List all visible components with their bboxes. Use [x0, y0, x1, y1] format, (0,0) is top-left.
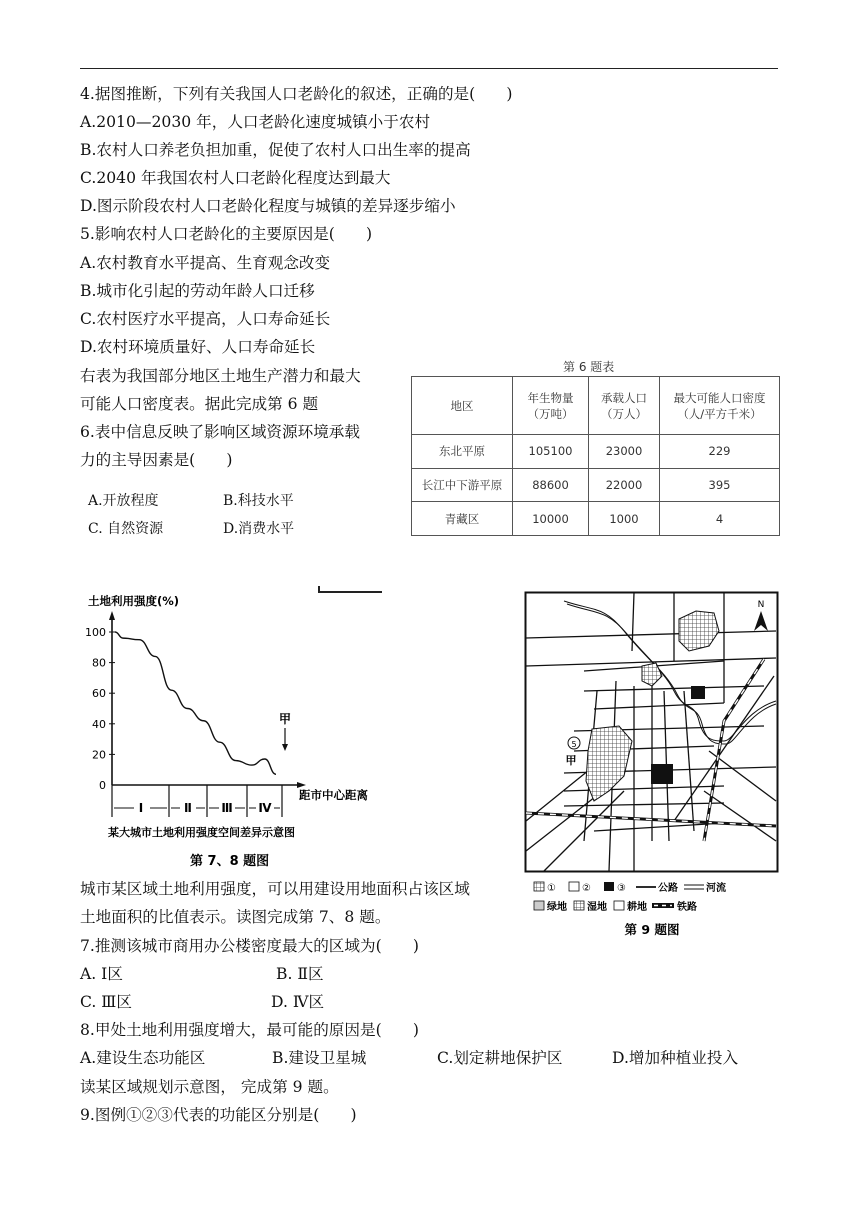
q6-option-b: B.科技水平 [223, 493, 294, 509]
q4-option-b: B.农村人口养老负担加重，促使了农村人口出生率的提高 [80, 141, 471, 159]
q6-intro-line1: 右表为我国部分地区土地生产潜力和最大 [80, 367, 361, 385]
q6-intro-line2: 可能人口密度表。据此完成第 6 题 [80, 395, 319, 413]
table-row [412, 435, 780, 469]
zone-label-3: Ⅲ [221, 801, 233, 815]
chart-xlabel: 距市中心距离 [299, 788, 368, 802]
table-caption: 第 6 题表 [563, 360, 615, 374]
q7-option-b: B. Ⅱ区 [276, 965, 324, 983]
q5-option-d: D.农村环境质量好、人口寿命延长 [80, 338, 316, 356]
table-row [412, 502, 780, 536]
svg-text:铁路: 铁路 [677, 902, 697, 913]
zone-label-1: Ⅰ [138, 801, 144, 815]
q4-option-d: D.图示阶段农村人口老龄化程度与城镇的差异逐步缩小 [80, 197, 456, 215]
table-cell: 395 [660, 468, 780, 502]
map-zone-3-north [691, 686, 705, 699]
q6-data-table [411, 376, 780, 536]
question-9: 9.图例①②③代表的功能区分别是( ) [80, 1106, 357, 1124]
q9-intro: 读某区域规划示意图， 完成第 9 题。 [80, 1078, 339, 1096]
question-5: 5.影响农村人口老龄化的主要原因是( ) [80, 225, 373, 243]
svg-text:③: ③ [617, 883, 626, 894]
q4-option-a: A.2010—2030 年，人口老龄化速度城镇小于农村 [80, 113, 431, 131]
svg-text:耕地: 耕地 [627, 902, 647, 913]
q78-intro-line1: 城市某区域土地利用强度，可以用建设用地面积占该区域 [80, 880, 470, 898]
map-zone-3-center [651, 764, 673, 784]
chart-caption: 第 7、8 题图 [190, 854, 270, 869]
map-marker-symbol: 5 [571, 740, 577, 749]
table-cell: 88600 [513, 468, 589, 502]
q7-option-a: A. Ⅰ区 [80, 965, 123, 983]
q8-option-a: A.建设生态功能区 [80, 1049, 206, 1067]
svg-text:湿地: 湿地 [587, 902, 607, 913]
zone-label-2: Ⅱ [184, 801, 192, 815]
y-tick-label: 80 [92, 656, 106, 670]
q6-option-c: C. 自然资源 [88, 521, 164, 537]
q4-option-c: C.2040 年我国农村人口老龄化程度达到最大 [80, 169, 391, 187]
q5-option-b: B.城市化引起的劳动年龄人口迁移 [80, 282, 315, 300]
table-header-density: 最大可能人口密度 （人/平方千米） [660, 377, 780, 435]
q5-option-c: C.农村医疗水平提高，人口寿命延长 [80, 310, 331, 328]
svg-text:河流: 河流 [706, 883, 726, 894]
chart-y-ticks [85, 626, 115, 792]
question-6-line2: 力的主导因素是( ) [80, 451, 233, 469]
zone-label-4: Ⅳ [258, 801, 272, 815]
table-header-capacity: 承载人口 （万人） [589, 377, 660, 435]
table-cell: 东北平原 [412, 435, 513, 469]
question-4: 4.据图推断，下列有关我国人口老龄化的叙述，正确的是( ) [80, 85, 513, 103]
svg-text:公路: 公路 [658, 883, 678, 894]
chart-marker-jia: 甲 [278, 712, 292, 726]
chart-title: 某大城市土地利用强度空间差异示意图 [108, 826, 295, 839]
header-rule [80, 68, 778, 69]
q8-option-c: C.划定耕地保护区 [437, 1049, 563, 1067]
y-tick-label: 40 [92, 717, 106, 731]
y-tick-label: 100 [85, 626, 106, 639]
marker-arrow-head [282, 744, 288, 751]
svg-text:N: N [757, 600, 765, 610]
q7-option-c: C. Ⅲ区 [80, 993, 132, 1011]
chart-ylabel: 土地利用强度(%) [88, 594, 180, 608]
map-legend [534, 881, 726, 913]
planning-map [524, 591, 780, 943]
q6-option-d: D.消费水平 [223, 521, 295, 537]
y-axis-arrow [109, 611, 115, 620]
zone-dividers [112, 785, 282, 817]
table-cell: 229 [660, 435, 780, 469]
q5-option-a: A.农村教育水平提高、生育观念改变 [80, 254, 331, 272]
map-marker-jia: 甲 [565, 754, 577, 767]
svg-text:②: ② [582, 883, 591, 894]
question-7: 7.推测该城市商用办公楼密度最大的区域为( ) [80, 937, 419, 955]
y-tick-label: 0 [99, 779, 106, 792]
table-cell: 1000 [589, 502, 660, 536]
table-cell: 4 [660, 502, 780, 536]
table-cell: 23000 [589, 435, 660, 469]
table-header-region: 地区 [412, 377, 513, 435]
y-tick-label: 20 [92, 748, 106, 762]
svg-text:①: ① [547, 883, 556, 894]
svg-text:绿地: 绿地 [547, 902, 567, 913]
table-row [412, 468, 780, 502]
table-cell: 105100 [513, 435, 589, 469]
table-cell: 22000 [589, 468, 660, 502]
map-caption: 第 9 题图 [624, 922, 680, 937]
question-8: 8.甲处土地利用强度增大，最可能的原因是( ) [80, 1021, 419, 1039]
q8-option-d: D.增加种植业投入 [612, 1049, 739, 1067]
table-header-biomass: 年生物量 （万吨） [513, 377, 589, 435]
table-cell: 青藏区 [412, 502, 513, 536]
q8-option-b: B.建设卫星城 [272, 1049, 367, 1067]
question-6-line1: 6.表中信息反映了影响区域资源环境承载 [80, 423, 360, 441]
y-tick-label: 60 [92, 687, 106, 701]
table-header-row [412, 377, 780, 435]
chart-line [115, 632, 276, 774]
q78-intro-line2: 土地面积的比值表示。读图完成第 7、8 题。 [80, 908, 391, 926]
table-cell: 长江中下游平原 [412, 468, 513, 502]
q7-option-d: D. Ⅳ区 [271, 993, 325, 1011]
q6-option-a: A.开放程度 [88, 493, 159, 509]
land-use-chart [80, 584, 400, 874]
table-cell: 10000 [513, 502, 589, 536]
